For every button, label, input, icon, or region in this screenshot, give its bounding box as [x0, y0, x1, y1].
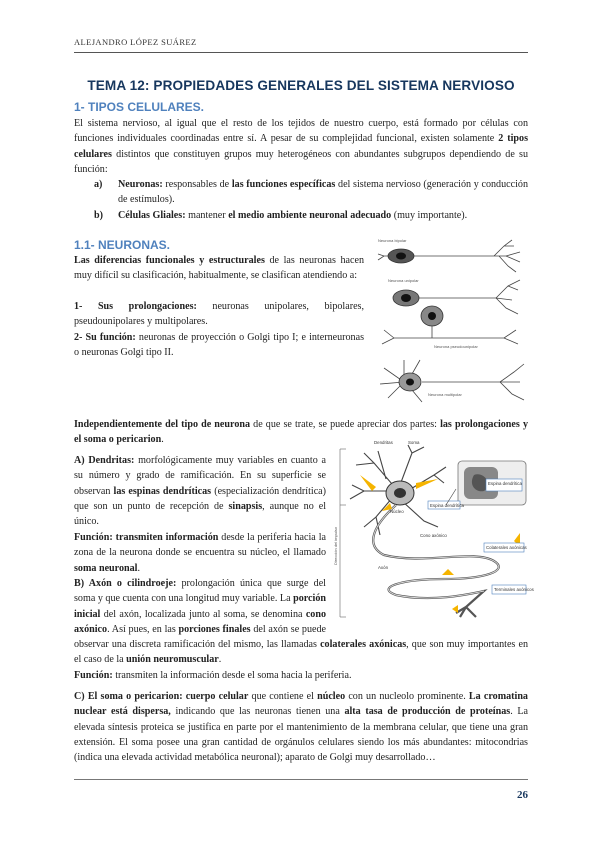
page-number: 26: [517, 789, 528, 801]
fig2-label-colaterales: Colaterales axónicas: [486, 545, 527, 550]
neuron-types-figure: [374, 234, 530, 404]
fig2-label-dendritas: Dendritas: [374, 440, 393, 445]
neuronas-paragraph-prolongaciones: 1- Sus prolongaciones: neuronas unipolares, bipolares, pseudounipolares y multipolares.: [74, 301, 365, 328]
axon-funcion-paragraph: Función: transmiten la información desde el soma hacia la periferia.: [74, 670, 352, 681]
fig2-label-terminales: Terminales axónicos: [494, 587, 534, 592]
dendritas-funcion-paragraph: Función: transmiten información desde la periferia hacia la zona de la neurona donde se encuentra su núcleo, el llamado soma neuronal.: [74, 532, 326, 574]
dendritas-paragraph: A) Dendritas: morfológicamente muy variables en cuanto a su número y grado de ramificación. En su superficie se observan las espinas dendríticas (especialización dendrítica) que son un punto de recepción de sinapsis, aunque no el único.: [74, 455, 327, 528]
fig2-label-axon: Axón: [378, 565, 389, 570]
header-rule: [74, 52, 528, 53]
section1-intro: El sistema nervioso, al igual que el resto de los tejidos de nuestro cuerpo, está formado por células con funciones individuales coordinadas entre sí. A pesar de su complejidad funcional, existen solamente 2 tipos celulares distintos que constituyen grupos muy heterogéneos con abundantes subgrupos dependiendo de su función:: [74, 118, 528, 175]
neuronas-paragraph-1: Las diferencias funcionales y estructurales de las neuronas hacen muy difícil su clasificación, habitualmente, se clasifican atendiendo a:: [74, 255, 364, 282]
running-header-author: ALEJANDRO LÓPEZ SUÁREZ: [74, 37, 197, 47]
fig2-label-soma: Soma: [408, 440, 420, 445]
fig2-label-espina: Espina dendrítica: [430, 503, 464, 508]
fig2-label-direccion: Dirección del impulso: [333, 526, 338, 565]
section-heading-neuronas: 1.1- NEURONAS.: [74, 238, 171, 252]
fig1-label-multipolar: Neurona multipolar: [428, 392, 462, 397]
fig1-label-unipolar: Neurona unipolar: [388, 278, 419, 283]
axon-paragraph: B) Axón o cilindroeje: prolongación única que surge del soma y que cuenta con una longitud muy variable. La porción inicial del axón, localizada junto al soma, se denomina cono axónico. Así pues, en las porciones finales del axón se puede observar una discreta ramificación del mismo, las llamadas colaterales axónicas, que son muy importantes en el caso de la unión neuromuscular.: [74, 578, 528, 666]
neuron-anatomy-figure: [333, 440, 534, 621]
neuronas-paragraph-funcion: 2- Su función: neuronas de proyección o Golgi tipo I; e interneuronas o neuronas Golgi tipo II.: [74, 332, 364, 359]
fig2-label-cono-axonico: Cono axónico: [420, 533, 447, 538]
page-title: TEMA 12: PROPIEDADES GENERALES DEL SISTEMA NERVIOSO: [87, 78, 515, 93]
fig2-label-espina-inset: Espina dendrítica: [488, 481, 522, 486]
footer-rule: [74, 779, 528, 780]
section-heading-tipos-celulares: 1- TIPOS CELULARES.: [74, 100, 205, 114]
soma-paragraph: C) El soma o pericarion: cuerpo celular que contiene el núcleo con un nucleolo prominente. La cromatina nuclear está dispersa, indicando que las neuronas tienen una alta tasa de producción de proteínas. La elevada síntesis proteica se justifica en parte por el mantenimiento de la membrana celular, que tiene una gran extensión. El soma posee una gran cantidad de orgánulos celulares siendo los más abundantes: mitocondrias (indica una elevada actividad metabólica neuronal); aparato de Golgi muy desarrollado…: [74, 691, 528, 764]
list-item-neuronas: a) Neuronas: responsables de las funciones específicas del sistema nervioso (generación y conducción de estímulos).: [94, 179, 528, 206]
fig1-label-bipolar: Neurona bipolar: [378, 238, 407, 243]
partes-neurona-paragraph: Independientemente del tipo de neurona de que se trate, se puede apreciar dos partes: las prolongaciones y el soma o pericarion.: [74, 419, 528, 446]
fig2-label-nucleo: Núcleo: [390, 509, 404, 514]
fig1-label-pseudounipolar: Neurona pseudounipolar: [434, 344, 478, 349]
list-item-celulas-gliales: b) Células Gliales: mantener el medio ambiente neuronal adecuado (muy importante).: [94, 210, 468, 221]
